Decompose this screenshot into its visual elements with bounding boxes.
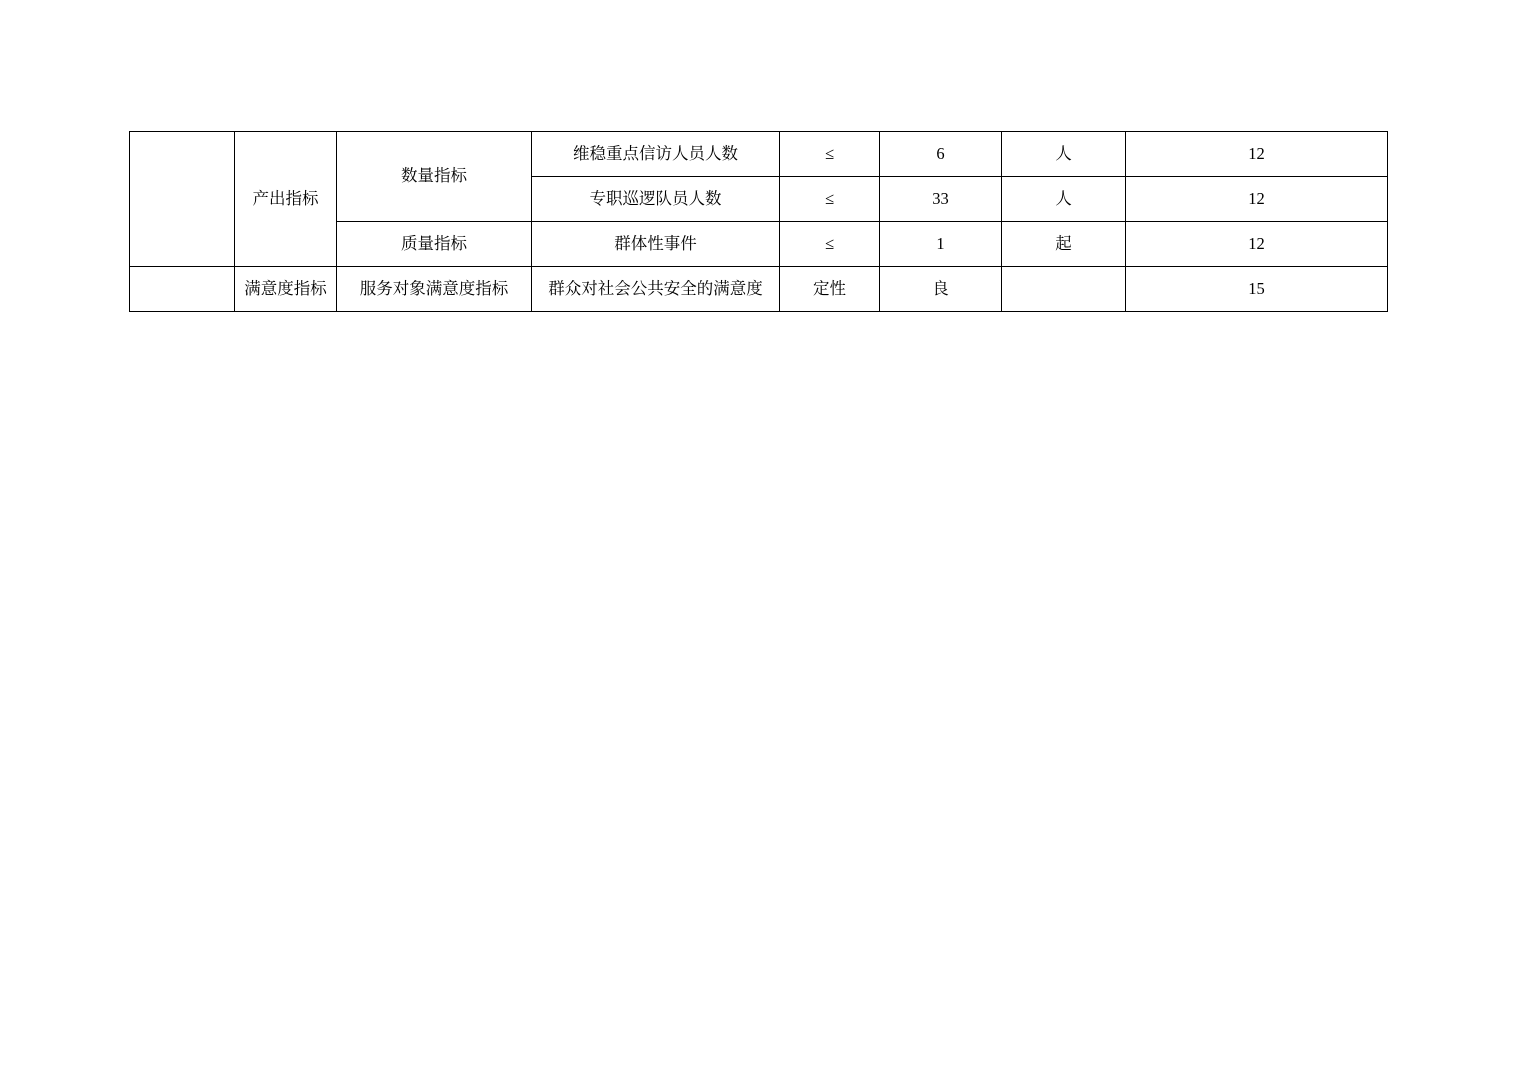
table-cell-unit: 起 (1002, 222, 1126, 267)
table-cell-indicator-name: 专职巡逻队员人数 (532, 177, 780, 222)
table-cell-subcategory-quantity: 数量指标 (337, 132, 532, 222)
table-cell-indicator-name: 群体性事件 (532, 222, 780, 267)
table-cell-symbol: ≤ (780, 222, 880, 267)
table-cell-score: 12 (1126, 222, 1388, 267)
table-cell-symbol: ≤ (780, 132, 880, 177)
table-cell-value: 1 (880, 222, 1002, 267)
table-cell-symbol: 定性 (780, 267, 880, 312)
table-cell-blank (130, 132, 235, 267)
table-cell-unit: 人 (1002, 177, 1126, 222)
table-cell-value: 33 (880, 177, 1002, 222)
table-cell-unit (1002, 267, 1126, 312)
table-cell-unit: 人 (1002, 132, 1126, 177)
table-cell-subcategory-quality: 质量指标 (337, 222, 532, 267)
table-cell-category-output: 产出指标 (235, 132, 337, 267)
table-cell-blank (130, 267, 235, 312)
table-cell-value: 良 (880, 267, 1002, 312)
table-cell-category-satisfaction: 满意度指标 (235, 267, 337, 312)
table-cell-indicator-name: 群众对社会公共安全的满意度 (532, 267, 780, 312)
table-row (130, 267, 1388, 312)
table-cell-indicator-name: 维稳重点信访人员人数 (532, 132, 780, 177)
indicator-table-wrap (129, 131, 1387, 312)
table-cell-symbol: ≤ (780, 177, 880, 222)
table-cell-score: 15 (1126, 267, 1388, 312)
indicator-table (129, 131, 1388, 312)
table-cell-value: 6 (880, 132, 1002, 177)
table-cell-score: 12 (1126, 132, 1388, 177)
table-cell-score: 12 (1126, 177, 1388, 222)
table-row (130, 132, 1388, 177)
table-cell-subcategory-satisfaction: 服务对象满意度指标 (337, 267, 532, 312)
